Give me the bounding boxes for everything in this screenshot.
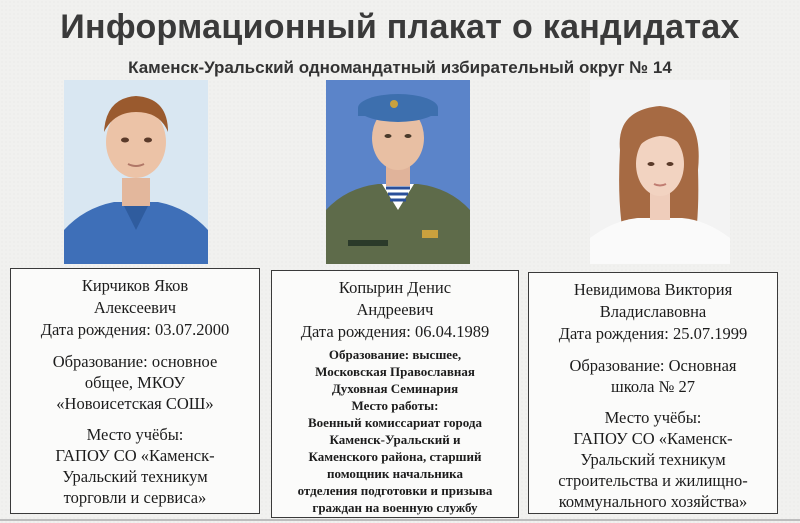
candidate-2-photo [326, 80, 470, 264]
candidate-3-place-label: Место учёбы: [604, 408, 702, 427]
candidate-1-edu-line1: Образование: основное [52, 352, 218, 371]
candidate-2-work-line5: отделения подготовки и призыва [297, 483, 493, 498]
candidate-1-place-line3: торговли и сервиса» [63, 488, 207, 507]
candidate-1-name-line1: Кирчиков Яков [81, 276, 189, 295]
candidate-2-edu-line1: Образование: высшее, [328, 347, 462, 362]
candidate-3-place-line3: строительства и жилищно- [558, 471, 748, 490]
candidate-1-name-line2: Алексеевич [93, 298, 177, 317]
candidate-2-work-line2: Каменск-Уральский и [329, 432, 461, 447]
candidate-3-photo [590, 80, 730, 264]
candidate-2-work-line4: помощник начальника [327, 466, 463, 481]
poster-title: Информационный плакат о кандидатах [60, 8, 740, 46]
candidate-1-photo [64, 80, 208, 264]
candidate-2-name-line1: Копырин Денис [338, 278, 452, 297]
poster-subtitle: Каменск-Уральский одномандатный избирательный округ № 14 [128, 58, 672, 77]
candidate-2-work-label: Место работы: [351, 398, 439, 413]
candidate-3-place-line4: коммунального хозяйства» [558, 492, 748, 511]
candidate-2-edu-line2: Московская Православная [315, 364, 475, 379]
candidate-2-work-line1: Военный комиссариат города [308, 415, 482, 430]
candidate-2-work-line6: граждан на военную службу [312, 500, 478, 515]
candidate-3-place-line1: ГАПОУ СО «Каменск- [573, 429, 733, 448]
candidate-3-edu-line1: Образование: Основная [569, 356, 737, 375]
candidate-1-card [10, 268, 260, 514]
candidate-1-place-line2: Уральский техникум [62, 467, 208, 486]
candidate-2-name-line2: Андреевич [356, 300, 434, 319]
candidate-1-dob: Дата рождения: 03.07.2000 [40, 320, 230, 339]
bottom-edge-divider [0, 519, 800, 521]
candidate-1-edu-line2: общее, МКОУ [84, 373, 186, 392]
candidate-1-place-line1: ГАПОУ СО «Каменск- [55, 446, 215, 465]
candidate-2-dob: Дата рождения: 06.04.1989 [300, 322, 490, 341]
candidate-3-card [528, 272, 778, 514]
candidate-2-edu-line3: Духовная Семинария [331, 381, 459, 396]
candidate-2-card [271, 270, 519, 518]
candidate-3-dob: Дата рождения: 25.07.1999 [558, 324, 748, 343]
candidate-1-edu-line3: «Новоисетская СОШ» [56, 394, 214, 413]
candidate-3-edu-line2: школа № 27 [611, 377, 695, 396]
candidate-3-name-line1: Невидимова Виктория [573, 280, 733, 299]
candidate-3-place-line2: Уральский техникум [580, 450, 726, 469]
candidate-3-name-line2: Владиславовна [599, 302, 707, 321]
candidate-2-work-line3: Каменского района, старший [308, 449, 482, 464]
candidate-1-place-label: Место учёбы: [86, 425, 184, 444]
